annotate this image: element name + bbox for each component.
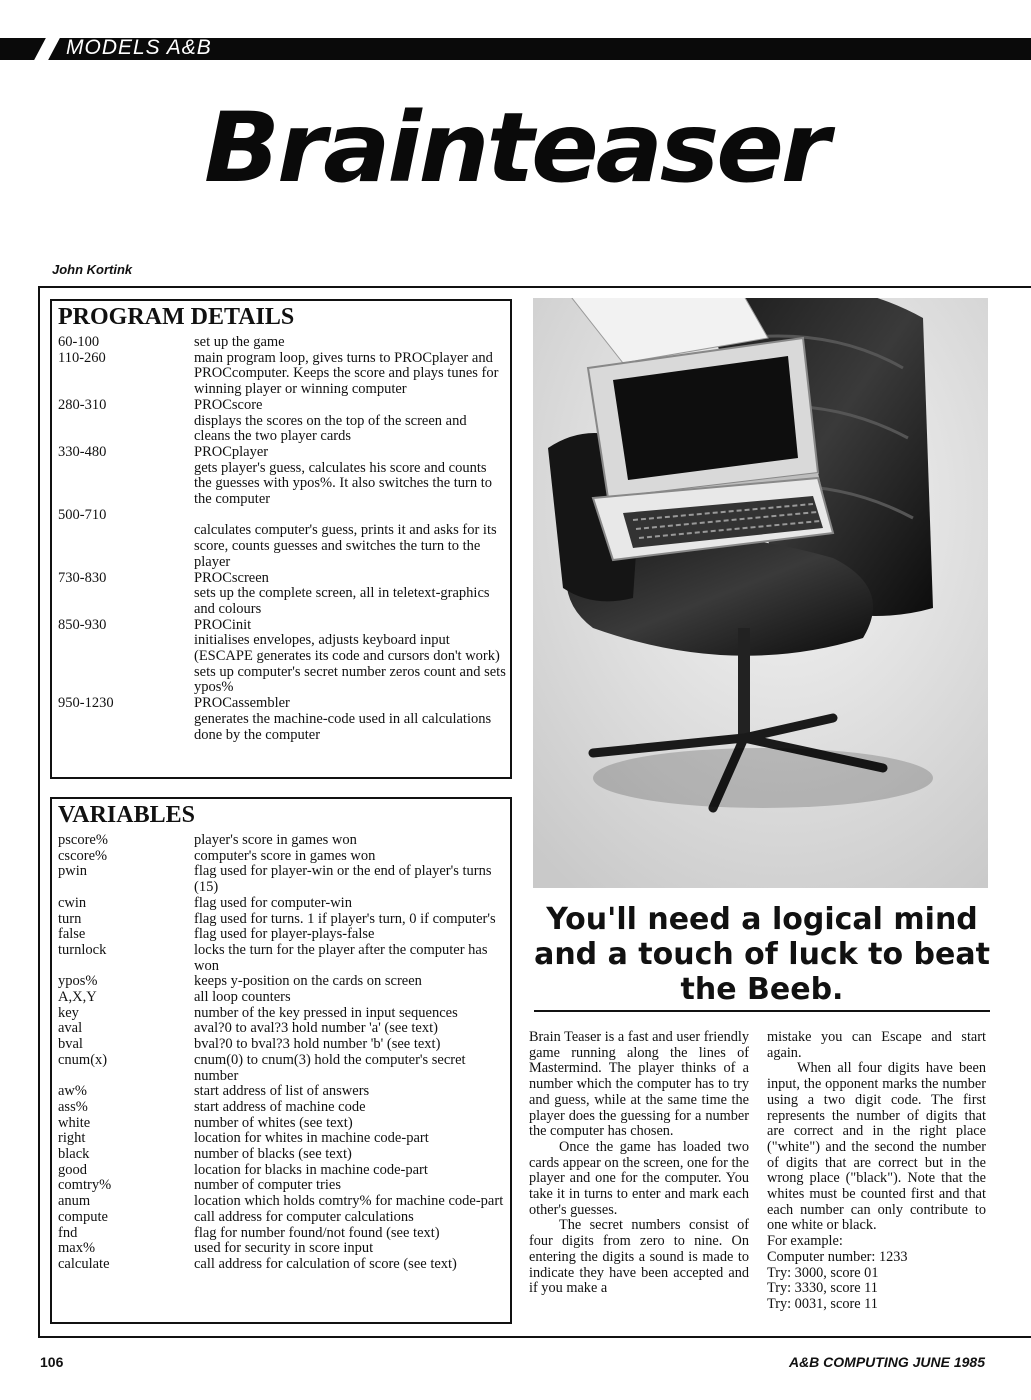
subheadline: You'll need a logical mind and a touch of luck to beat the Beeb. xyxy=(534,902,990,1007)
row-key: compute xyxy=(58,1208,108,1225)
table-row xyxy=(58,896,510,912)
row-description: aval?0 to aval?3 hold number 'a' (see text) xyxy=(194,1020,438,1037)
row-key: max% xyxy=(58,1240,96,1257)
row-key: pwin xyxy=(58,863,87,880)
row-description: number of blacks (see text) xyxy=(194,1146,352,1163)
paragraph: Once the game has loaded two cards appear on the screen, one for the player and one for the computer. You take it in turns to enter and mark each other's guesses. xyxy=(529,1138,749,1218)
paragraph: The secret numbers consist of four digits from zero to nine. On entering the digits a sound is made to indicate they have been accepted and if you make a xyxy=(529,1217,749,1297)
row-description: initialises envelopes, adjusts keyboard input (ESCAPE generates its code and cursors don't work) sets up computer's secret number zeros count and sets ypos% xyxy=(194,632,506,696)
row-description: sets up the complete screen, all in teletext-graphics and colours xyxy=(194,585,490,617)
paragraph: Try: 0031, score 11 xyxy=(767,1295,878,1312)
table-row xyxy=(58,912,510,928)
paragraph: Brain Teaser is a fast and user friendly game running along the lines of Mastermind. The player thinks of a number which the computer has to try and guess, while at the same time the player does the guessing for a number the computer has chosen. xyxy=(529,1029,749,1140)
table-row xyxy=(58,398,510,414)
row-key: black xyxy=(58,1146,90,1163)
row-key: 330-480 xyxy=(58,443,107,460)
row-description: PROCscreen xyxy=(194,569,269,586)
computer-on-chair-photo xyxy=(533,298,988,888)
row-key xyxy=(58,586,194,617)
table-row xyxy=(58,974,510,990)
table-row xyxy=(58,1100,510,1116)
table-row xyxy=(58,633,510,696)
row-key: turn xyxy=(58,910,82,927)
row-key: ass% xyxy=(58,1098,88,1115)
table-row xyxy=(58,990,510,1006)
variables-box xyxy=(50,797,512,1324)
row-key: 950-1230 xyxy=(58,695,114,712)
row-key: anum xyxy=(58,1193,91,1210)
table-row xyxy=(58,864,510,895)
row-description: generates the machine-code used in all calculations done by the computer xyxy=(194,710,492,743)
row-description: start address of machine code xyxy=(194,1098,366,1115)
example-lines xyxy=(767,1250,986,1313)
row-description: flag used for turns. 1 if player's turn, 0 if computer's xyxy=(194,910,496,927)
row-key xyxy=(58,633,194,696)
row-key: ypos% xyxy=(58,973,98,990)
row-description: PROCinit xyxy=(194,616,252,633)
body-column-2 xyxy=(767,1030,986,1313)
row-key: calculate xyxy=(58,1255,110,1272)
table-row xyxy=(58,571,510,587)
paragraph: When all four digits have been input, the opponent marks the number using a two digit code. The first represents the number of digits that are correct and in the right place ("white") and the second the number of digits that are correct but in the wrong place ("black"). Note that the whites must be counted first and that each number can only contribute to one white or black. xyxy=(767,1060,986,1234)
row-key: 730-830 xyxy=(58,569,107,586)
table-row xyxy=(58,1021,510,1037)
row-description: cnum(0) to cnum(3) hold the computer's secret number xyxy=(194,1051,466,1084)
paragraph: Try: 3330, score 11 xyxy=(767,1280,878,1297)
row-description: locks the turn for the player after the computer has won xyxy=(194,941,488,974)
table-row xyxy=(58,696,510,712)
row-key: aw% xyxy=(58,1083,87,1100)
row-description: set up the game xyxy=(194,334,285,350)
table-row xyxy=(58,833,510,849)
row-description: displays the scores on the top of the screen and cleans the two player cards xyxy=(194,412,467,445)
table-row xyxy=(58,1116,510,1132)
row-description: flag used for player-win or the end of player's turns (15) xyxy=(194,863,492,896)
row-description: keeps y-position on the cards on screen xyxy=(194,973,422,990)
example-label: For example: xyxy=(767,1233,843,1250)
section-label: MODELS A&B xyxy=(66,36,212,59)
row-key xyxy=(58,712,194,743)
table-row xyxy=(58,927,510,943)
row-key: A,X,Y xyxy=(58,989,97,1006)
table-row xyxy=(58,335,510,351)
table-row xyxy=(58,523,510,570)
row-key: 850-930 xyxy=(58,616,107,633)
row-description: bval?0 to bval?3 hold number 'b' (see text) xyxy=(194,1036,441,1053)
row-key xyxy=(58,523,194,570)
row-description: all loop counters xyxy=(194,989,291,1006)
row-description xyxy=(194,508,510,524)
table-row xyxy=(58,1084,510,1100)
table-row xyxy=(58,461,510,508)
table-row xyxy=(58,351,510,398)
row-description: call address for computer calculations xyxy=(194,1208,414,1225)
row-description: calculates computer's guess, prints it and asks for its score, counts guesses and switches the turn to the player xyxy=(194,522,497,570)
subhead-rule xyxy=(534,1010,990,1012)
row-description: start address of list of answers xyxy=(194,1083,370,1100)
row-description: flag used for computer-win xyxy=(194,894,352,911)
table-row xyxy=(58,1037,510,1053)
table-row xyxy=(58,1241,510,1257)
table-row xyxy=(58,1053,510,1084)
row-description: PROCplayer xyxy=(194,443,269,460)
program-details-list xyxy=(52,331,510,743)
row-description: used for security in score input xyxy=(194,1240,374,1257)
row-description: number of the key pressed in input sequences xyxy=(194,1004,458,1021)
table-row xyxy=(58,1006,510,1022)
variables-title: VARIABLES xyxy=(58,802,195,828)
table-row xyxy=(58,1147,510,1163)
row-key: good xyxy=(58,1161,87,1178)
row-key xyxy=(58,461,194,508)
body-column-1 xyxy=(529,1030,749,1297)
table-row xyxy=(58,943,510,974)
row-key: cscore% xyxy=(58,847,108,864)
table-row xyxy=(58,1163,510,1179)
row-description: computer's score in games won xyxy=(194,847,376,864)
row-description: location for whites in machine code-part xyxy=(194,1130,429,1147)
row-key: white xyxy=(58,1114,91,1131)
article-title: Brainteaser xyxy=(204,92,827,204)
variables-list xyxy=(52,829,510,1273)
table-row xyxy=(58,849,510,865)
paragraph: mistake you can Escape and start again. xyxy=(767,1029,986,1061)
table-row xyxy=(58,1226,510,1242)
row-description: flag used for player-plays-false xyxy=(194,926,375,943)
row-key: cnum(x) xyxy=(58,1051,108,1068)
row-key: 500-710 xyxy=(58,506,107,523)
table-row xyxy=(58,414,510,445)
row-description: player's score in games won xyxy=(194,832,357,848)
table-row xyxy=(58,712,510,743)
row-description: PROCassembler xyxy=(194,695,290,712)
row-description: number of computer tries xyxy=(194,1177,341,1194)
table-row xyxy=(58,1131,510,1147)
table-row xyxy=(58,508,510,524)
row-description: flag for number found/not found (see text) xyxy=(194,1224,440,1241)
row-description: main program loop, gives turns to PROCplayer and PROCcomputer. Keeps the score and plays tunes for winning player or winning computer xyxy=(194,349,499,398)
program-details-title: PROGRAM DETAILS xyxy=(58,304,295,330)
row-description: gets player's guess, calculates his score and counts the guesses with ypos%. It also switches the turn to the computer xyxy=(194,459,493,508)
row-description: number of whites (see text) xyxy=(194,1114,353,1131)
row-description: call address for calculation of score (see text) xyxy=(194,1255,457,1272)
table-row xyxy=(58,1257,510,1273)
table-row xyxy=(58,618,510,634)
row-key: cwin xyxy=(58,894,87,911)
table-row xyxy=(58,1210,510,1226)
row-key: fnd xyxy=(58,1224,78,1241)
paragraph: Try: 3000, score 01 xyxy=(767,1264,879,1281)
table-row xyxy=(58,586,510,617)
page-number: 106 xyxy=(40,1354,64,1370)
row-key: turnlock xyxy=(58,941,107,958)
publication-footer: A&B COMPUTING JUNE 1985 xyxy=(788,1354,985,1370)
row-description: PROCscore xyxy=(194,396,263,413)
row-key: comtry% xyxy=(58,1177,112,1194)
row-key: right xyxy=(58,1130,86,1147)
row-key: 280-310 xyxy=(58,396,107,413)
row-key: false xyxy=(58,926,86,943)
row-description: location which holds comtry% for machine code-part xyxy=(194,1193,504,1210)
byline: John Kortink xyxy=(52,262,133,277)
row-key: 110-260 xyxy=(58,349,106,366)
row-key: aval xyxy=(58,1020,83,1037)
table-row xyxy=(58,445,510,461)
row-key: key xyxy=(58,1004,79,1021)
row-key xyxy=(58,414,194,445)
row-key: bval xyxy=(58,1036,83,1053)
row-key: 60-100 xyxy=(58,334,100,350)
paragraph: Computer number: 1233 xyxy=(767,1248,908,1265)
row-key: pscore% xyxy=(58,832,108,848)
row-description: location for blacks in machine code-part xyxy=(194,1161,428,1178)
photo-illustration xyxy=(533,298,988,888)
program-details-box xyxy=(50,299,512,779)
table-row xyxy=(58,1194,510,1210)
table-row xyxy=(58,1178,510,1194)
